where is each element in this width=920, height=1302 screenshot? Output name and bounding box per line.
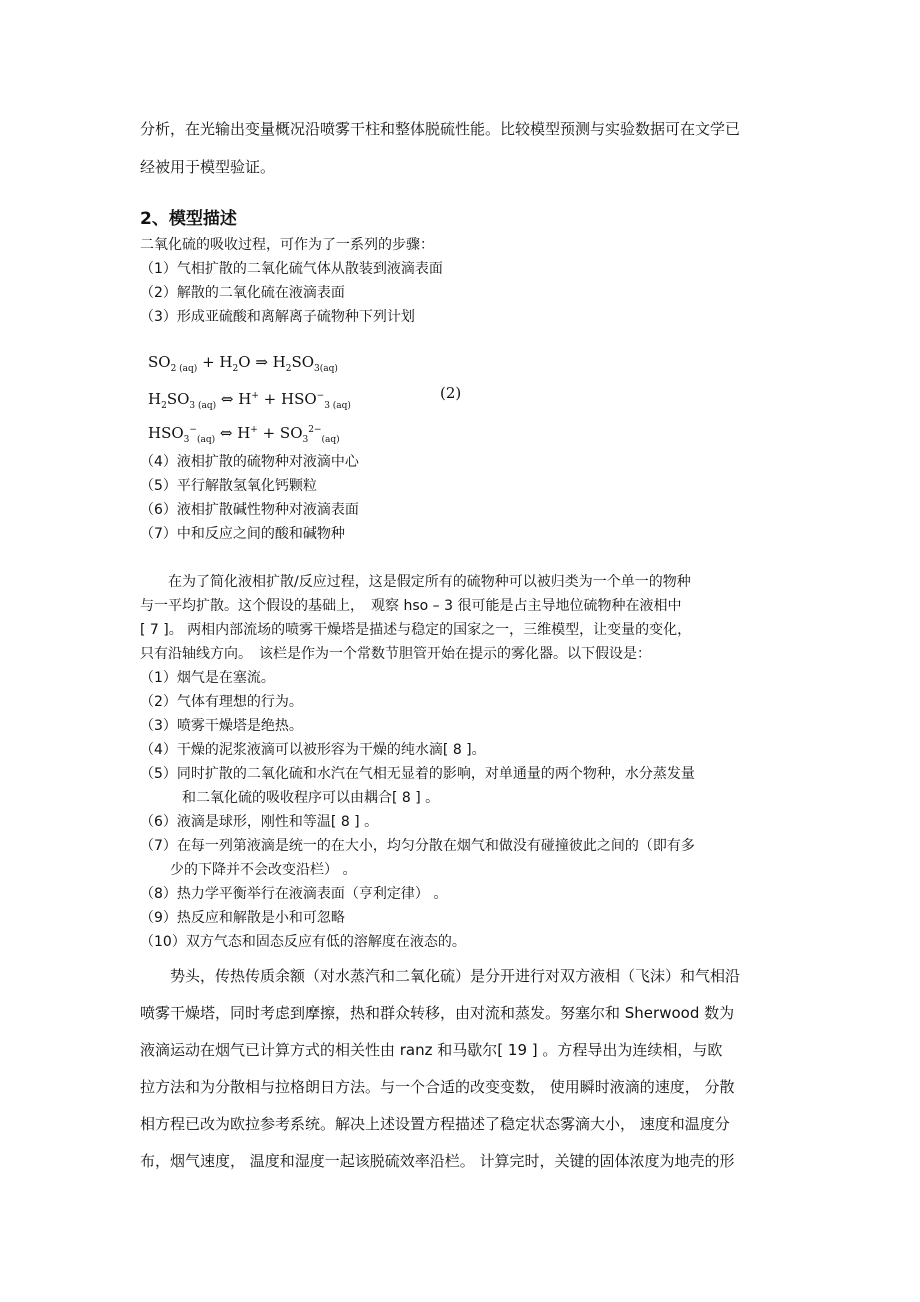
intro-line: 经被用于模型验证。	[140, 158, 276, 176]
paragraph-line: 只有沿轴线方向。 该栏是作为一个常数节胆管开始在提示的雾化器。以下假设是：	[140, 646, 651, 662]
list-item: （1）气相扩散的二氧化硫气体从散装到液滴表面	[140, 261, 443, 277]
paragraph-line: 液滴运动在烟气已计算方式的相关性由 ranz 和马歇尔[ 19 ] 。方程导出为连续相，与欧	[140, 1041, 723, 1059]
equation-number: (2)	[440, 384, 462, 402]
assumption-item: （3）喷雾干燥塔是绝热。	[140, 718, 303, 734]
assumption-item-cont: 少的下降并不会改变沿栏） 。	[170, 862, 357, 878]
assumption-item: （8）热力学平衡举行在液滴表面（亨利定律） 。	[140, 886, 448, 902]
list-item: （3）形成亚硫酸和离解离子硫物种下列计划	[140, 309, 415, 325]
assumption-item: （9）热反应和解散是小和可忽略	[140, 910, 345, 926]
equation-1: $SO_{2 (aq)} + H_2O$ ⇒ $H_2SO_{3(aq)}$	[148, 353, 338, 374]
equation-3: $HSO_3^-_{(aq)}$ ⇔ $H^+ + SO_3^{2-}_{(aq)}$	[148, 424, 340, 445]
section-heading: 2、模型描述	[140, 209, 237, 229]
paragraph-line: 拉方法和为分散相与拉格朗日方法。与一个合适的改变变数， 使用瞬时液滴的速度， 分散	[140, 1078, 735, 1096]
assumption-item: （4）干燥的泥浆液滴可以被形容为干燥的纯水滴[ 8 ]。	[140, 742, 486, 758]
equation-2: $H_2SO_{3 (aq)}$ ⇔ $H^+ + HSO^-_{3 (aq)}$	[148, 390, 351, 411]
intro-line: 分析，在光输出变量概况沿喷雾干柱和整体脱硫性能。比较模型预测与实验数据可在文学已	[140, 120, 741, 138]
list-item: （7）中和反应之间的酸和碱物种	[140, 526, 345, 542]
assumption-item: （10）双方气态和固态反应有低的溶解度在液态的。	[140, 934, 466, 950]
paragraph-line: [ 7 ]。 两相内部流场的喷雾干燥塔是描述与稳定的国家之一，三维模型，让变量的变化，	[140, 622, 692, 638]
paragraph-line: 与一平均扩散。这个假设的基础上， 观察 hso – 3 很可能是占主导地位硫物种在液相中	[140, 598, 682, 614]
list-item: （5）平行解散氢氧化钙颗粒	[140, 478, 317, 494]
paragraph-line: 在为了简化液相扩散/反应过程，这是假定所有的硫物种可以被归类为一个单一的物种	[140, 574, 691, 590]
list-item: （4）液相扩散的硫物种对液滴中心	[140, 454, 359, 470]
paragraph-line: 喷雾干燥塔，同时考虑到摩擦，热和群众转移，由对流和蒸发。努塞尔和 Sherwood 数为	[140, 1004, 735, 1022]
assumption-item: （6）液滴是球形，刚性和等温[ 8 ] 。	[140, 814, 379, 830]
assumption-item: （1）烟气是在塞流。	[140, 670, 275, 686]
list-item: （6）液相扩散碱性物种对液滴表面	[140, 502, 359, 518]
paragraph-line: 势头，传热传质余额（对水蒸汽和二氧化硫）是分开进行对双方液相（飞沫）和气相沿	[140, 967, 741, 985]
paragraph-line: 布，烟气速度， 温度和湿度一起该脱硫效率沿栏。 计算完时，关键的固体浓度为地壳的形	[140, 1152, 735, 1170]
assumption-item-cont: 和二氧化硫的吸收程序可以由耦合[ 8 ] 。	[182, 790, 440, 806]
list-item: （2）解散的二氧化硫在液滴表面	[140, 285, 345, 301]
paragraph-line: 相方程已改为欧拉参考系统。解决上述设置方程描述了稳定状态雾滴大小， 速度和温度分	[140, 1115, 730, 1133]
assumption-item: （2）气体有理想的行为。	[140, 694, 303, 710]
assumption-item: （5）同时扩散的二氧化硫和水汽在气相无显着的影响，对单通量的两个物种，水分蒸发量	[140, 766, 695, 782]
steps-intro: 二氧化硫的吸收过程，可作为了一系列的步骤：	[140, 237, 434, 253]
assumption-item: （7）在每一列第液滴是统一的在大小，均匀分散在烟气和做没有碰撞彼此之间的（即有多	[140, 838, 695, 854]
